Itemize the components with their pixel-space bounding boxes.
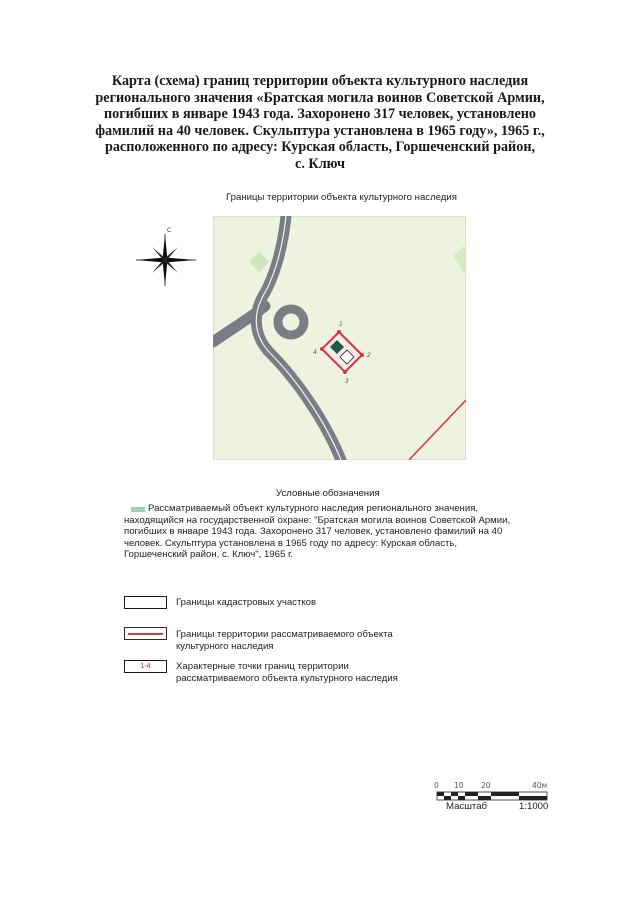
title-line: Карта (схема) границ территории объекта культурного наследия: [111, 73, 529, 89]
point-label: 3: [345, 378, 349, 385]
legend-cadastral-symbol: [124, 596, 167, 609]
scale-ratio: 1:1000: [519, 801, 549, 812]
legend-item-points-line: рассматриваемого объекта культурного наследия: [176, 672, 398, 684]
map-caption: Границы территории объекта культурного наследия: [226, 192, 457, 203]
title-line: регионального значения «Братская могила воинов Советской Армии,: [95, 89, 545, 106]
legend-territory-symbol: [124, 627, 167, 640]
legend-item-object-line: находящийся на государственной охране: "Братская могила воинов Советской Армии,: [124, 514, 511, 526]
scale-tick-label: 10: [454, 781, 464, 790]
legend-item-cadastral: Границы кадастровых участков: [176, 597, 317, 608]
north-arrow-icon: [130, 226, 200, 292]
legend-item-object-line: Горшеченский район, с. Ключ", 1965 г.: [124, 549, 293, 560]
legend-object-swatch: [131, 507, 145, 512]
point-label: 4: [313, 349, 317, 356]
title-line: с. Ключ: [295, 155, 345, 172]
boundary-point: [320, 347, 324, 351]
scale-tick-label: 40м: [532, 781, 548, 790]
scale-label: Масштаб: [446, 801, 488, 812]
boundary-point: [343, 370, 347, 374]
legend-title: Условные обозначения: [276, 488, 380, 499]
legend-item-object-line: Рассматриваемый объект культурного наследия регионального значения,: [148, 503, 479, 514]
legend-item-territory-line: Границы территории рассматриваемого объекта: [176, 629, 393, 640]
legend-points-symbol: 1-4: [124, 660, 167, 673]
title-line: фамилий на 40 человек. Скульптура установлена в 1965 году», 1965 г.,: [95, 122, 545, 139]
legend-item-object-line: погибших в январе 1943 года. Захоронено 317 человек, установлено фамилий на 40: [124, 526, 503, 537]
scale-tick-label: 0: [434, 781, 439, 790]
boundary-point: [337, 330, 341, 334]
scale-tick-label: 20: [481, 781, 491, 790]
point-label: 2: [367, 352, 371, 359]
boundary-point: [360, 353, 364, 357]
legend-item-territory-line: культурного наследия: [176, 640, 274, 652]
site-map: [213, 216, 466, 460]
compass-north-label: С: [167, 227, 172, 234]
title-line: расположенного по адресу: Курская область, Горшеченский район,: [104, 139, 536, 155]
title-line: погибших в январе 1943 года. Захоронено 317 человек, установлено: [103, 106, 537, 122]
document-title: [60, 73, 580, 172]
point-label: 1: [339, 321, 343, 328]
road-roundabout: [278, 309, 304, 335]
scale-bar: [434, 770, 564, 820]
legend-item-object-line: человек. Скульптура установлена в 1965 году по адресу: Курская область,: [124, 537, 458, 549]
legend-item-points-line: Характерные точки границ территории: [176, 661, 349, 672]
